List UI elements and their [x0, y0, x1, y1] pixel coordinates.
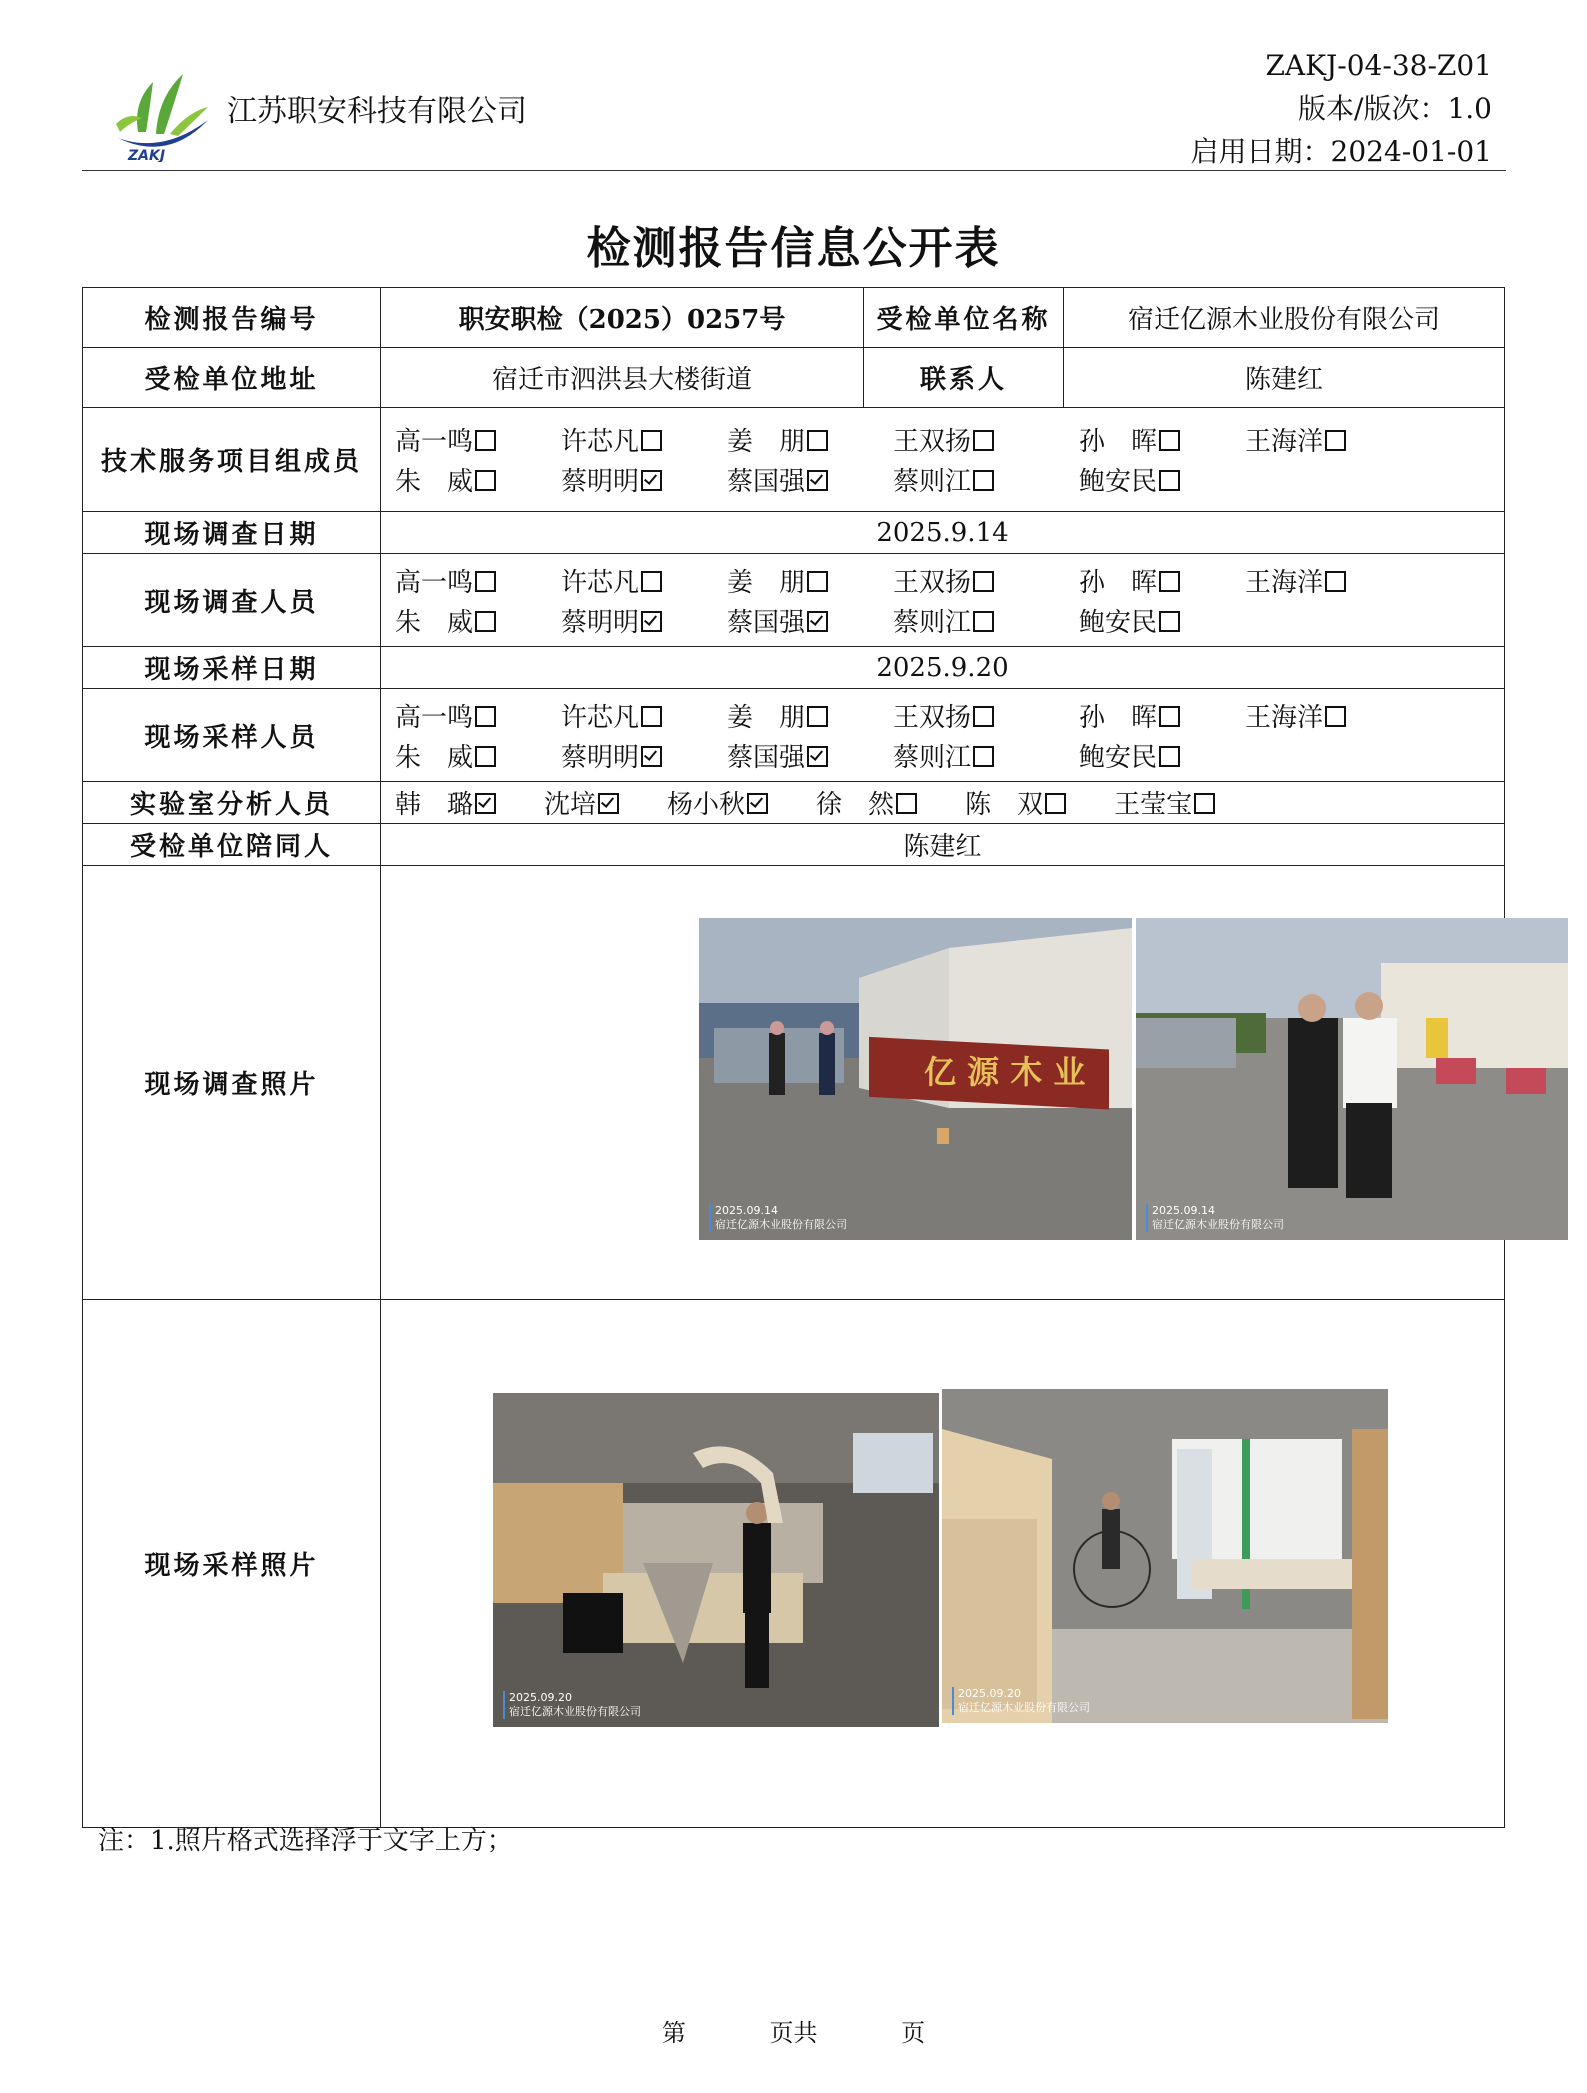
- unchecked-box-icon[interactable]: [475, 571, 496, 592]
- lab-staff-label: 实验室分析人员: [83, 782, 381, 824]
- staff-name: [544, 784, 619, 821]
- staff-row: [395, 735, 1504, 775]
- staff-name: [965, 784, 1066, 821]
- staff-name: [1079, 562, 1245, 599]
- staff-name: [727, 461, 893, 498]
- staff-name: [1079, 602, 1245, 639]
- sampling-date-label: 现场采样日期: [83, 647, 381, 689]
- staff-row: [395, 783, 1504, 823]
- staff-name: [727, 737, 893, 774]
- unchecked-box-icon[interactable]: [807, 571, 828, 592]
- unchecked-box-icon[interactable]: [1159, 470, 1180, 491]
- staff-name-text: 蔡明明: [561, 742, 640, 773]
- unchecked-box-icon[interactable]: [1159, 571, 1180, 592]
- survey-photo-sign: 亿 源 木 业: [924, 1053, 1086, 1091]
- unchecked-box-icon[interactable]: [1194, 793, 1215, 814]
- staff-name-text: 孙 晖: [1079, 567, 1158, 598]
- staff-name-text: 朱 威: [395, 607, 474, 638]
- stamp-date: 2025.09.14: [1152, 1204, 1215, 1217]
- staff-name: [561, 562, 727, 599]
- unchecked-box-icon[interactable]: [641, 430, 662, 451]
- staff-row: [395, 420, 1504, 460]
- unchecked-box-icon[interactable]: [807, 430, 828, 451]
- staff-name-text: 蔡国强: [727, 467, 806, 497]
- survey-staff-list: [381, 554, 1505, 647]
- unchecked-box-icon[interactable]: [475, 611, 496, 632]
- staff-name-text: 王双扬: [893, 427, 972, 457]
- contact-label: 联系人: [864, 348, 1064, 408]
- staff-name-text: 沈培: [544, 790, 597, 820]
- unchecked-box-icon[interactable]: [475, 470, 496, 491]
- staff-row: [395, 695, 1504, 735]
- checked-box-icon[interactable]: [747, 793, 768, 814]
- doc-version: 版本/版次：1.0: [1298, 92, 1492, 125]
- checked-box-icon[interactable]: [641, 470, 662, 491]
- unchecked-box-icon[interactable]: [1159, 706, 1180, 727]
- staff-name-text: 蔡明明: [561, 607, 640, 638]
- sampling-staff-list: [381, 689, 1505, 782]
- unit-name: 宿迁亿源木业股份有限公司: [1064, 288, 1505, 348]
- staff-name: [893, 421, 1079, 458]
- page-footer: [0, 2013, 1587, 2048]
- staff-name: [395, 697, 561, 734]
- sampling-photos-cell: [381, 1300, 1505, 1828]
- staff-name-text: 许芯凡: [561, 427, 640, 457]
- staff-name-text: 高一鸣: [395, 702, 474, 733]
- report-no-label: 检测报告编号: [83, 288, 381, 348]
- staff-name-text: 姜 朋: [727, 427, 806, 457]
- staff-name-text: 姜 朋: [727, 702, 806, 733]
- staff-name: [893, 602, 1079, 639]
- staff-row: [395, 600, 1504, 640]
- staff-row: [395, 460, 1504, 500]
- checked-box-icon[interactable]: [807, 470, 828, 491]
- staff-name: [727, 697, 893, 734]
- unit-name-label: 受检单位名称: [864, 288, 1064, 348]
- unchecked-box-icon[interactable]: [973, 746, 994, 767]
- stamp-date: 2025.09.20: [509, 1691, 572, 1704]
- survey-photos-label: 现场调查照片: [83, 866, 381, 1300]
- sampling-photo-2: [942, 1389, 1388, 1723]
- sampling-photo-1-stamp: [503, 1691, 641, 1719]
- staff-name: [667, 784, 768, 821]
- unchecked-box-icon[interactable]: [973, 571, 994, 592]
- staff-name-text: 鲍安民: [1079, 467, 1158, 497]
- logo-text: ZAKJ: [128, 148, 166, 162]
- footer-page-suffix: 页: [901, 2019, 926, 2047]
- unchecked-box-icon[interactable]: [1325, 571, 1346, 592]
- footer-page-prefix: 第: [661, 2019, 686, 2047]
- unchecked-box-icon[interactable]: [973, 611, 994, 632]
- unchecked-box-icon[interactable]: [1159, 746, 1180, 767]
- survey-date-label: 现场调查日期: [83, 512, 381, 554]
- unit-address: 宿迁市泗洪县大楼街道: [381, 348, 864, 408]
- staff-name-text: 王海洋: [1245, 567, 1324, 598]
- staff-name: [1114, 784, 1215, 821]
- doc-effective-date: 启用日期：2024-01-01: [1190, 135, 1492, 168]
- report-no: 职安职检（2025）0257号: [381, 288, 864, 348]
- staff-name-text: 蔡则江: [893, 467, 972, 497]
- staff-name: [1245, 562, 1411, 599]
- members-label: 技术服务项目组成员: [83, 408, 381, 512]
- survey-staff-label: 现场调查人员: [83, 554, 381, 647]
- checked-box-icon[interactable]: [807, 746, 828, 767]
- sampling-staff-label: 现场采样人员: [83, 689, 381, 782]
- company-name: 江苏职安科技有限公司: [227, 94, 527, 129]
- staff-name: [395, 421, 561, 458]
- staff-name-text: 杨小秋: [667, 790, 746, 820]
- stamp-place: 宿迁亿源木业股份有限公司: [715, 1218, 847, 1231]
- staff-name-text: 高一鸣: [395, 567, 474, 598]
- survey-date: 2025.9.14: [381, 512, 1505, 554]
- survey-photo-1: [699, 918, 1132, 1240]
- staff-name-text: 韩 璐: [395, 790, 474, 820]
- staff-name-text: 高一鸣: [395, 427, 474, 457]
- unchecked-box-icon[interactable]: [1159, 611, 1180, 632]
- staff-name: [1245, 421, 1411, 458]
- members-list: [381, 408, 1505, 512]
- staff-name: [561, 461, 727, 498]
- page-title: 检测报告信息公开表: [586, 223, 1001, 274]
- survey-photos-cell: [381, 866, 1505, 1300]
- stamp-place: 宿迁亿源木业股份有限公司: [958, 1701, 1090, 1714]
- staff-name-text: 王莹宝: [1114, 790, 1193, 820]
- unchecked-box-icon[interactable]: [641, 706, 662, 727]
- document-info: [1191, 44, 1492, 173]
- unchecked-box-icon[interactable]: [1325, 430, 1346, 451]
- unchecked-box-icon[interactable]: [896, 793, 917, 814]
- staff-name: [727, 602, 893, 639]
- staff-name-text: 蔡则江: [893, 607, 972, 638]
- staff-name-text: 许芯凡: [561, 702, 640, 733]
- checked-box-icon[interactable]: [475, 793, 496, 814]
- staff-name-text: 蔡明明: [561, 467, 640, 497]
- footer-page-total-prefix: 页共: [769, 2019, 818, 2047]
- escort-person: 陈建红: [381, 824, 1505, 866]
- staff-name-text: 徐 然: [816, 790, 895, 820]
- staff-name: [1079, 461, 1245, 498]
- staff-name: [561, 602, 727, 639]
- unchecked-box-icon[interactable]: [1045, 793, 1066, 814]
- staff-name-text: 朱 威: [395, 742, 474, 773]
- unchecked-box-icon[interactable]: [475, 746, 496, 767]
- unchecked-box-icon[interactable]: [973, 706, 994, 727]
- sampling-photo-2-stamp: [952, 1687, 1090, 1715]
- staff-name-text: 许芯凡: [561, 567, 640, 598]
- unchecked-box-icon[interactable]: [475, 706, 496, 727]
- stamp-date: 2025.09.14: [715, 1204, 778, 1217]
- staff-name-text: 孙 晖: [1079, 427, 1158, 457]
- escort-label: 受检单位陪同人: [83, 824, 381, 866]
- page-header: [82, 40, 1506, 171]
- sampling-date: 2025.9.20: [381, 647, 1505, 689]
- lab-staff-list: [381, 782, 1505, 824]
- staff-name-text: 蔡则江: [893, 742, 972, 773]
- company-logo-icon: [108, 62, 218, 162]
- staff-name: [561, 421, 727, 458]
- sampling-photo-1: [493, 1393, 939, 1727]
- staff-name-text: 鲍安民: [1079, 607, 1158, 638]
- sampling-photos-label: 现场采样照片: [83, 1300, 381, 1828]
- staff-name: [1079, 737, 1245, 774]
- staff-name: [395, 784, 496, 821]
- staff-name: [893, 562, 1079, 599]
- staff-name-text: 姜 朋: [727, 567, 806, 598]
- staff-name: [1079, 697, 1245, 734]
- staff-name-text: 王双扬: [893, 702, 972, 733]
- address-label: 受检单位地址: [83, 348, 381, 408]
- contact-person: 陈建红: [1064, 348, 1505, 408]
- staff-name-text: 鲍安民: [1079, 742, 1158, 773]
- staff-name: [395, 461, 561, 498]
- stamp-date: 2025.09.20: [958, 1687, 1021, 1700]
- staff-name: [816, 784, 917, 821]
- staff-name-text: 孙 晖: [1079, 702, 1158, 733]
- checked-box-icon[interactable]: [598, 793, 619, 814]
- checked-box-icon[interactable]: [641, 746, 662, 767]
- unchecked-box-icon[interactable]: [807, 706, 828, 727]
- survey-photo-1-stamp: [709, 1204, 847, 1232]
- staff-name-text: 王海洋: [1245, 427, 1324, 457]
- survey-photo-2: [1136, 918, 1568, 1240]
- staff-name-text: 朱 威: [395, 467, 474, 497]
- unchecked-box-icon[interactable]: [973, 430, 994, 451]
- unchecked-box-icon[interactable]: [475, 430, 496, 451]
- staff-name: [1079, 421, 1245, 458]
- staff-name: [893, 737, 1079, 774]
- staff-name: [561, 697, 727, 734]
- staff-name: [893, 697, 1079, 734]
- checked-box-icon[interactable]: [641, 611, 662, 632]
- staff-name-text: 蔡国强: [727, 607, 806, 638]
- checked-box-icon[interactable]: [807, 611, 828, 632]
- staff-name: [395, 602, 561, 639]
- doc-code: ZAKJ-04-38-Z01: [1265, 49, 1492, 82]
- report-info-table: [82, 287, 1505, 1828]
- staff-name: [727, 562, 893, 599]
- staff-name: [893, 461, 1079, 498]
- unchecked-box-icon[interactable]: [1159, 430, 1180, 451]
- staff-row: [395, 560, 1504, 600]
- staff-name: [561, 737, 727, 774]
- stamp-place: 宿迁亿源木业股份有限公司: [509, 1705, 641, 1718]
- staff-name-text: 蔡国强: [727, 742, 806, 773]
- unchecked-box-icon[interactable]: [973, 470, 994, 491]
- unchecked-box-icon[interactable]: [1325, 706, 1346, 727]
- staff-name: [395, 562, 561, 599]
- staff-name: [727, 421, 893, 458]
- staff-name-text: 王海洋: [1245, 702, 1324, 733]
- staff-name: [395, 737, 561, 774]
- footnote: 注：1.照片格式选择浮于文字上方；: [98, 1826, 513, 1856]
- staff-name-text: 王双扬: [893, 567, 972, 598]
- survey-photo-2-stamp: [1146, 1204, 1284, 1232]
- stamp-place: 宿迁亿源木业股份有限公司: [1152, 1218, 1284, 1231]
- staff-name: [1245, 697, 1411, 734]
- staff-name-text: 陈 双: [965, 790, 1044, 820]
- unchecked-box-icon[interactable]: [641, 571, 662, 592]
